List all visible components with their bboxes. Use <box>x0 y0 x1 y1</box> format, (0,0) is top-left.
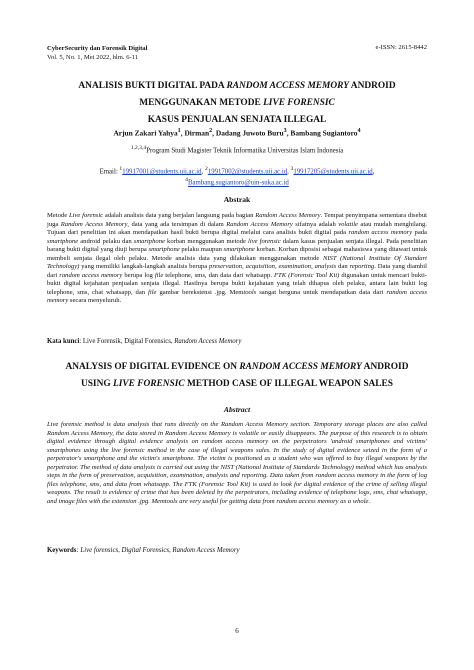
kata-kunci: Kata kunci: Live Forensik, Digital Forensics, Random Access Memory <box>47 338 242 345</box>
page-number: 6 <box>235 627 239 635</box>
affiliation: $^{1,2,3,4}$Program Studi Magister Teknik Informatika Universitas Islam Indonesia <box>130 145 344 155</box>
author-list: Arjun Zakari Yahya$^1$, Dirman$^2$, Dadang Juwoto Buru$^3$, Bambang Sugiantoro$^4$ <box>113 128 361 138</box>
author-emails: Email: $^1$19917001@students.uii.ac.id, $^2$19917002@students.uii.ac.id, $^3$19917205@students.uii.ac.id, $^4$Bambang.sugiantoro@uin-suka.ac.id <box>99 166 375 187</box>
email-link-2[interactable]: 19917002@students.uii.ac.id <box>207 168 288 176</box>
title-indonesian: ANALISIS BUKTI DIGITAL PADA RANDOM ACCESS MEMORY ANDROID MENGGUNAKAN METODE LIVE FORENSIC KASUS PENJUALAN SENJATA ILLEGAL <box>78 81 396 125</box>
journal-issn: e-ISSN: 2615-8442 <box>375 44 427 51</box>
email-link-4[interactable]: Bambang.sugiantoro@uin-suka.ac.id <box>187 179 289 187</box>
abstrak-heading: Abstrak <box>223 195 251 204</box>
keywords: Keywords: Live forensics, Digital Forensics, Random Access Memory <box>47 547 240 554</box>
email-link-1[interactable]: 19917001@students.uii.ac.id <box>122 168 202 176</box>
journal-volume: Vol. 5, No. 1, Mei 2022, hlm. 6-11 <box>47 54 139 61</box>
abstract-text: Live forensic method is data analysis that runs directly on the Random Access Memory section. Temporary storage places are also called Random Access Memory, the data stored in Random Access Memory is volatile or easily disappears. The purpose of this research is to obtain digital evidence through digital evidence analysis on random access memory on the perpetrators 'android smartphones and victims' smartphones using the live forensic method in the case of illegal weapons sales. In the study of digital evidence seized in the form of a perpetrator's smartphone and the victim's smartphone. The victim is positioned as a student who was offered to buy illegal weapons by the perpetrator. The method of data analysis is carried out using the NIST (National Institute of Standards Technology) method which has analysis steps in the form of preservation, acquisition, examination, analysis and reporting. Data taken from random access memory in the form of log files telephone, sms, and data from whatsapp. The FTK (Forensic Tool Kit) is used to look for digital evidence of the crime of selling illegal weapons. The result is evidence of crime that has been deleted by the perpetrators, including evidence of telephone logs, sms, chat whatsapp, and image files with the extension .jpg. Memtools are very useful for getting data from random access memory as a whole. <box>47 421 427 505</box>
journal-header <box>47 44 147 62</box>
email-link-3[interactable]: 19917205@students.uii.ac.id <box>293 168 373 176</box>
journal-name: CyberSecurity dan Forensik Digital <box>47 45 148 52</box>
abstrak-text: Metode Live forensic adalah analisis data yang berjalan langsung pada bagian Random Access Memory. Tempat penyimpana sementara disebut juga Random Access Memory, data yang ada tersimpan di dalam Random Access Memory sifatnya adalah volatile atau mudah menghilang. Tujuan dari penelitian ini akan mendapatkan hasil bukti berupa digital melalui cara analisis bukti digital pada random access memory pada smartphone android pelaku dan smartphone korban menggunakan metode live forensic dalam kasus penjualan senjata illegal. Pada penelitian barang bukti digital yang diuji berupa smartphone pelaku maupun smartphone korban. Korban diposisi sebagai mahasiswa yang ditawari untuk membeli senjata ilegal oleh pelaku. Metode analisis data yang dilakukan menggunakan metode NIST (National Institute Of Standart Technology) yang memiliki langkah-langkah analisis berupa preservation, acquisition, examination, analysis dan reporting. Data yang diambil dari random access memory berupa log file telephone, sms, dan data dari whatsapp. FTK (Forensic Tool Kit) digunakan untuk mencari bukti-bukti digital kejahatan penjualan senjata illegal. Hasilnya berupa bukti kejahatan yang telah dihapus oleh pelaku, antara lain bukti log telephone, sms, chat whatsapp, dan file gambar berekstensi .jpg. Memtools sangat berguna untuk mendapatkan data dari random access memory secara menyeluruh. <box>47 212 428 304</box>
abstract-heading: Abstract <box>223 405 251 414</box>
title-english: ANALYSIS OF DIGITAL EVIDENCE ON RANDOM ACCESS MEMORY ANDROID USING LIVE FORENSIC METHOD CASE OF ILLEGAL WEAPON SALES <box>65 362 409 389</box>
